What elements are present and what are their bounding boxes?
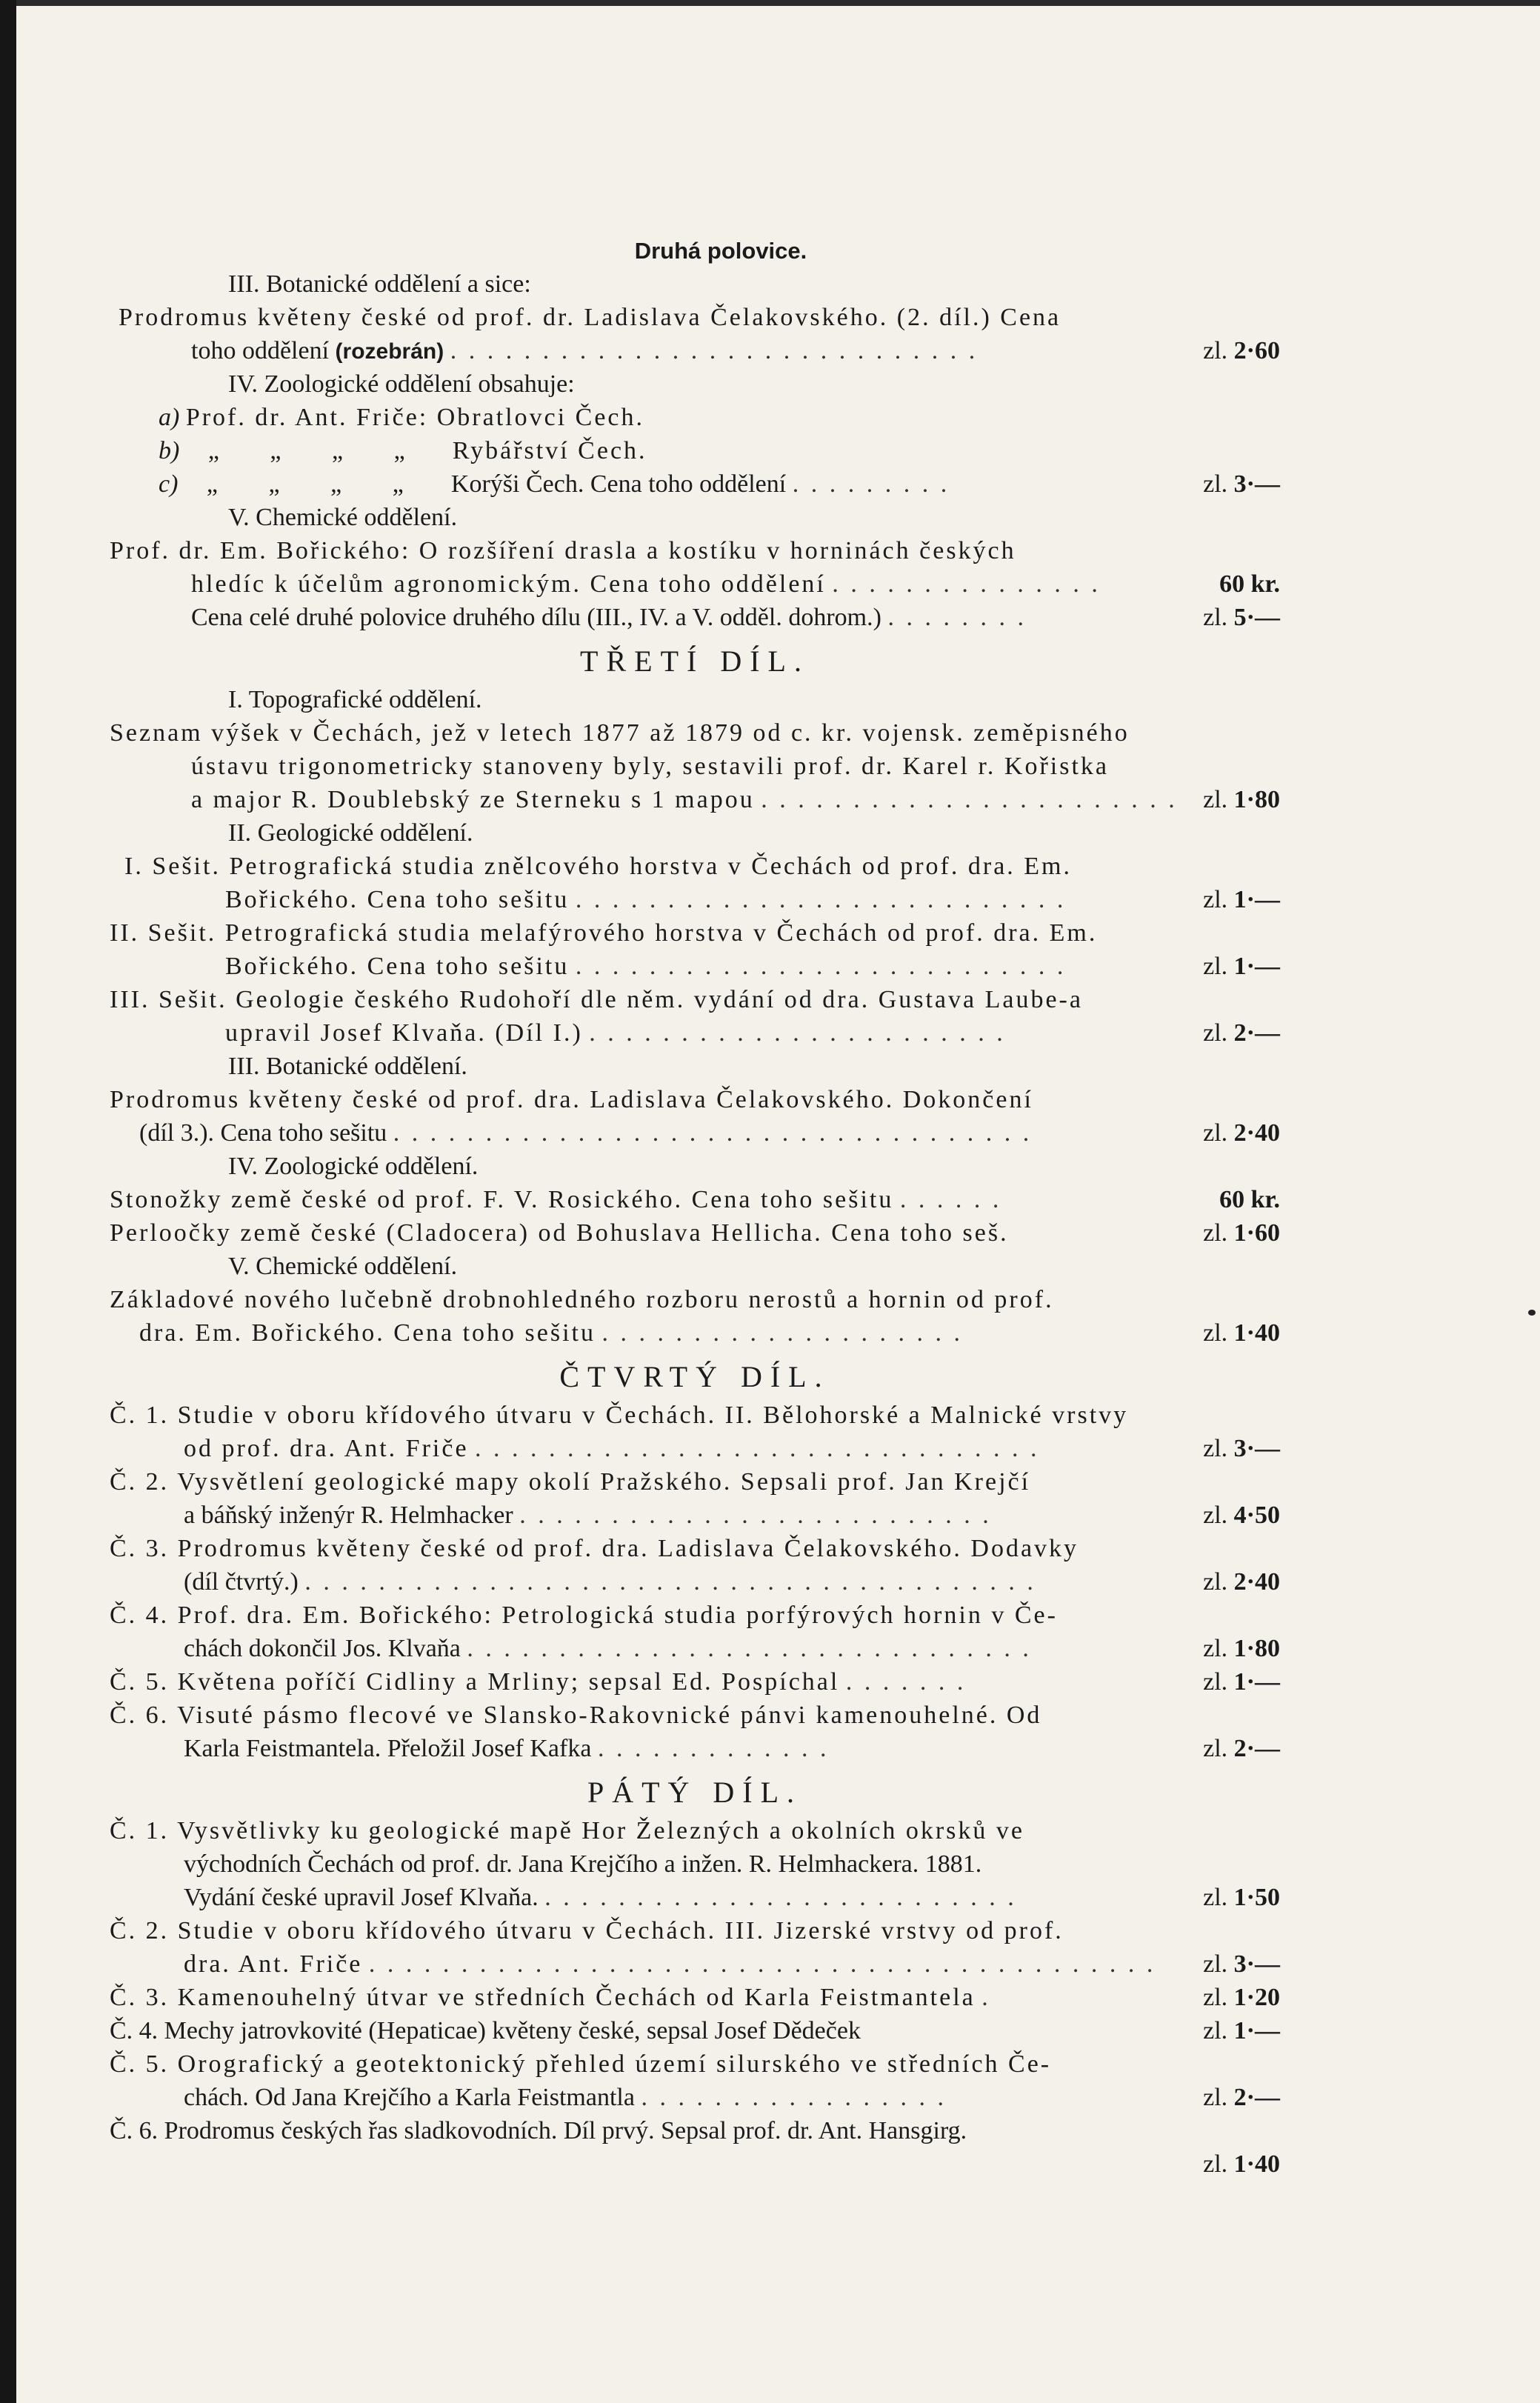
entry-line: Bořického. Cena toho sešitu . . . . . . . . . . . . . . . . . . . . . . . . . . . zl. 1·— — [110, 950, 1280, 983]
entry-line: Č. 5. Květena poříčí Cidliny a Mrliny; sepsal Ed. Pospíchal . . . . . . . zl. 1·— — [110, 1665, 1280, 1699]
subheading: IV. Zoologické oddělení. — [228, 1153, 479, 1180]
entry-line: Cena celé druhé polovice druhého dílu (III., IV. a V. odděl. dohrom.) . . . . . . . . zl. 5·— — [110, 601, 1280, 634]
entry-line: Perloočky země české (Cladocera) od Bohuslava Hellicha. Cena toho seš. zl. 1·60 — [110, 1216, 1280, 1250]
entry-line: a báňský inženýr R. Helmhacker . . . . . . . . . . . . . . . . . . . . . . . . . . zl. 4·50 — [110, 1499, 1280, 1532]
entry-line: Č. 5. Orografický a geotektonický přehled území silurského ve středních Če- — [110, 2050, 1052, 2078]
subheading: II. Geologické oddělení. — [228, 819, 473, 847]
entry-line: zl. 1·40 — [110, 2147, 1280, 2181]
subheading: III. Botanické oddělení a sice: — [228, 270, 531, 298]
entry-line: Č. 6. Visuté pásmo flecové ve Slansko-Rakovnické pánvi kamenouhelné. Od — [110, 1702, 1042, 1729]
entry-line: Seznam výšek v Čechách, jež v letech 1877 až 1879 od c. kr. vojensk. zeměpisného — [110, 719, 1130, 747]
entry-line: II. Sešit. Petrografická studia melafýrového horstva v Čechách od prof. dra. Em. — [110, 919, 1098, 947]
entry-line: Stonožky země české od prof. F. V. Rosického. Cena toho sešitu . . . . . . 60 kr. — [110, 1183, 1280, 1216]
left-scan-edge — [0, 0, 16, 2403]
entry-line: (díl čtvrtý.) . . . . . . . . . . . . . . . . . . . . . . . . . . . . . . . . . . . . . . . . zl. 2·40 — [110, 1565, 1280, 1599]
section-title-druha: Druhá polovice. — [634, 238, 807, 264]
entry-line: chách. Od Jana Krejčího a Karla Feistmantla . . . . . . . . . . . . . . . . . zl. 2·— — [110, 2081, 1280, 2114]
entry-line: Prodromus květeny české od prof. dra. Ladislava Čelakovského. Dokončení — [110, 1086, 1033, 1113]
entry-line: a) Prof. dr. Ant. Friče: Obratlovci Čech. — [159, 404, 645, 431]
entry-line: Základové nového lučebně drobnohledného rozboru nerostů a hornin od prof. — [110, 1286, 1054, 1313]
entry-line: Č. 3. Prodromus květeny české od prof. dra. Ladislava Čelakovského. Dodavky — [110, 1535, 1079, 1562]
chapter-title-paty: PÁTÝ DÍL. — [587, 1776, 803, 1809]
subheading: V. Chemické oddělení. — [228, 1253, 458, 1280]
entry-line: Č. 2. Studie v oboru křídového útvaru v Čechách. III. Jizerské vrstvy od prof. — [110, 1917, 1064, 1944]
entry-line: upravil Josef Klvaňa. (Díl I.) . . . . . . . . . . . . . . . . . . . . . . . zl. 2·— — [110, 1016, 1280, 1050]
entry-line: Vydání české upravil Josef Klvaňa. . . . . . . . . . . . . . . . . . . . . . . . . . . zl. 1·50 — [110, 1881, 1280, 1914]
entry-line: Prof. dr. Em. Bořického: O rozšíření drasla a kostíku v horninách českých — [110, 537, 1016, 564]
subheading: III. Botanické oddělení. — [228, 1053, 467, 1080]
subheading: V. Chemické oddělení. — [228, 504, 458, 531]
entry-line: Bořického. Cena toho sešitu . . . . . . . . . . . . . . . . . . . . . . . . . . . zl. 1·— — [110, 883, 1280, 916]
entry-line: Č. 1. Studie v oboru křídového útvaru v Čechách. II. Bělohorské a Malnické vrstvy — [110, 1402, 1129, 1429]
entry-line: a major R. Doublebský ze Sterneku s 1 mapou . . . . . . . . . . . . . . . . . . . . . . . zl. 1·80 — [110, 783, 1280, 816]
entry-line: b) „ „ „ „ Rybářství Čech. — [159, 437, 647, 464]
entry-line: od prof. dra. Ant. Friče . . . . . . . . . . . . . . . . . . . . . . . . . . . . . . . zl. 3·— — [110, 1432, 1280, 1465]
entry-line: hledíc k účelům agronomickým. Cena toho oddělení . . . . . . . . . . . . . . . 60 kr. — [110, 567, 1280, 601]
entry-line: východních Čechách od prof. dr. Jana Krejčího a inžen. R. Helmhackera. 1881. — [184, 1850, 982, 1878]
entry-line: Č. 2. Vysvětlení geologické mapy okolí Pražského. Sepsali prof. Jan Krejčí — [110, 1468, 1031, 1496]
chapter-title-ctvrty: ČTVRTÝ DÍL. — [559, 1360, 830, 1393]
entry-line: Č. 6. Prodromus českých řas sladkovodních. Díl prvý. Sepsal prof. dr. Ant. Hansgirg. — [110, 2117, 967, 2144]
subheading: IV. Zoologické oddělení obsahuje: — [228, 370, 575, 398]
entry-line: Prodromus květeny české od prof. dr. Ladislava Čelakovského. (2. díl.) Cena — [119, 304, 1061, 331]
chapter-title-treti: TŘETÍ DÍL. — [580, 644, 810, 678]
entry-line: Karla Feistmantela. Přeložil Josef Kafka . . . . . . . . . . . . . zl. 2·— — [110, 1732, 1280, 1765]
catalog-page — [110, 234, 1280, 2181]
entry-line: I. Sešit. Petrografická studia znělcového horstva v Čechách od prof. dra. Em. — [124, 853, 1073, 880]
entry-line: dra. Em. Bořického. Cena toho sešitu . . . . . . . . . . . . . . . . . . . . zl. 1·40 — [110, 1316, 1280, 1350]
scan-speck — [1528, 1310, 1536, 1316]
entry-line: Č. 3. Kamenouhelný útvar ve středních Čechách od Karla Feistmantela . zl. 1·20 — [110, 1981, 1280, 2014]
subheading: I. Topografické oddělení. — [228, 686, 482, 713]
entry-line: toho oddělení (rozebrán) . . . . . . . . . . . . . . . . . . . . . . . . . . . . . zl. 2·60 — [110, 334, 1280, 367]
entry-line: (díl 3.). Cena toho sešitu . . . . . . . . . . . . . . . . . . . . . . . . . . . . . . . . . . . zl. 2·40 — [110, 1116, 1280, 1150]
top-scan-edge — [0, 0, 1540, 6]
entry-line: dra. Ant. Friče . . . . . . . . . . . . . . . . . . . . . . . . . . . . . . . . . . . . . . . . . . . zl. 3·— — [110, 1947, 1280, 1981]
entry-line: III. Sešit. Geologie českého Rudohoří dle něm. vydání od dra. Gustava Laube-a — [110, 986, 1083, 1013]
entry-line: ústavu trigonometricky stanoveny byly, sestavili prof. dr. Karel r. Kořistka — [191, 753, 1109, 780]
entry-line: chách dokončil Jos. Klvaňa . . . . . . . . . . . . . . . . . . . . . . . . . . . . . . . zl. 1·80 — [110, 1632, 1280, 1665]
entry-line: c) „ „ „ „ Korýši Čech. Cena toho oddělení . . . . . . . . . zl. 3·— — [110, 467, 1280, 501]
entry-line: Č. 4. Mechy jatrovkovité (Hepaticae) květeny české, sepsal Josef Dědeček zl. 1·— — [110, 2014, 1280, 2047]
entry-line: Č. 4. Prof. dra. Em. Bořického: Petrologická studia porfýrových hornin v Če- — [110, 1602, 1058, 1629]
entry-line: Č. 1. Vysvětlivky ku geologické mapě Hor Železných a okolních okrsků ve — [110, 1817, 1024, 1844]
